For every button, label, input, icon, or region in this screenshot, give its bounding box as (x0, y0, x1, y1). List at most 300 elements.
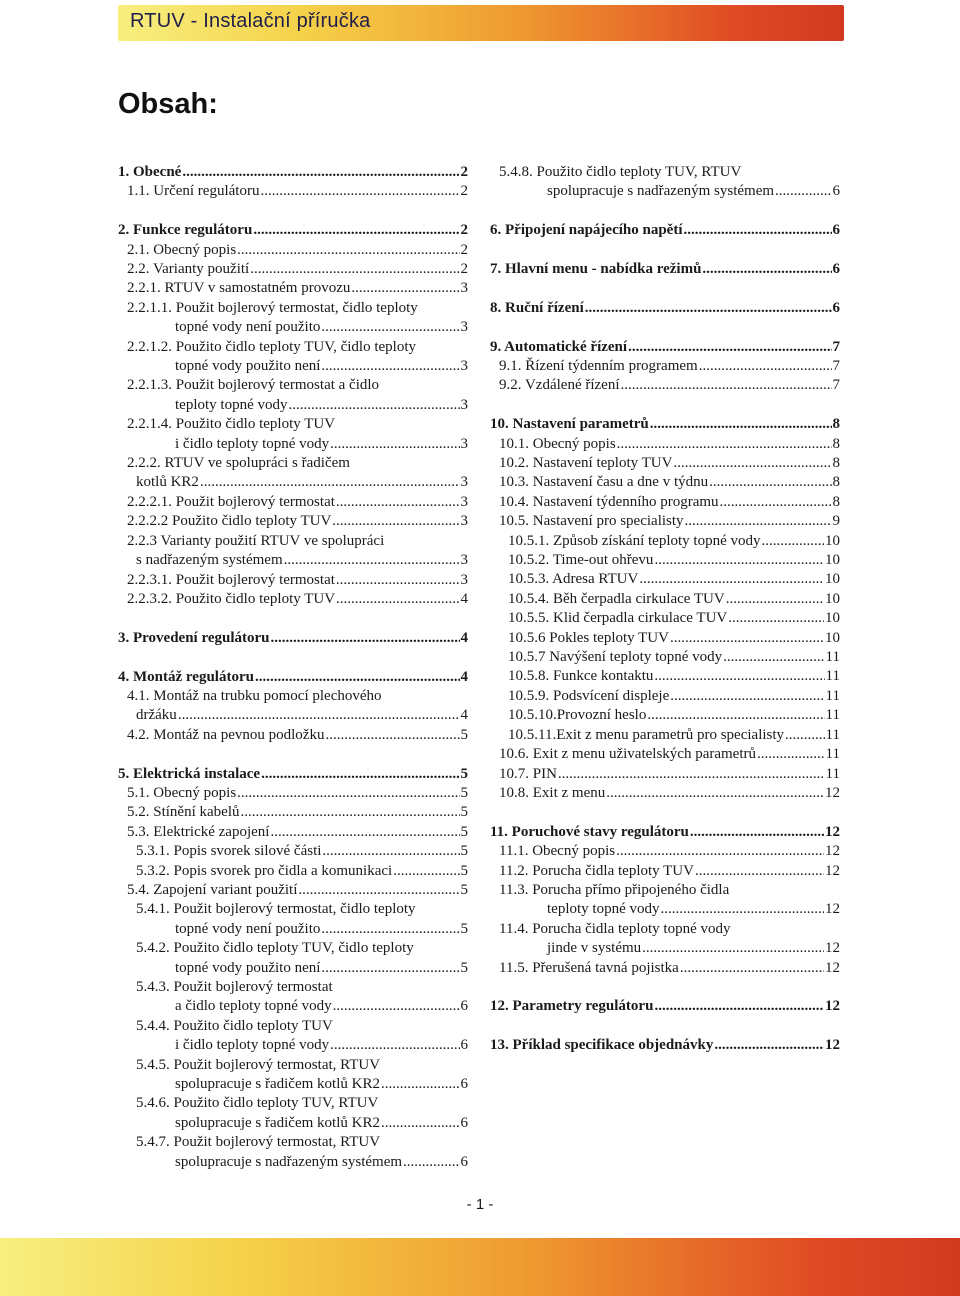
toc-page-number: 7 (832, 377, 840, 394)
toc-leader-dots (381, 1114, 460, 1133)
toc-entry[interactable] (118, 279, 468, 298)
toc-entry-continuation (118, 1075, 468, 1094)
toc-entry-label: 10.5.5. Klid čerpadla cirkulace TUV (508, 610, 728, 627)
toc-entry-label: 11.4. Porucha čidla teploty topné vody (499, 920, 731, 937)
toc-page-number: 10 (825, 571, 840, 588)
toc-page-number: 6 (832, 299, 840, 316)
toc-entry-label: 2.2.2. RTUV ve spolupráci s řadičem (127, 455, 350, 472)
toc-leader-dots (699, 357, 832, 376)
toc-entry[interactable] (118, 939, 468, 978)
toc-leader-dots (403, 1153, 459, 1172)
toc-entry[interactable] (118, 415, 468, 454)
toc-page-number: 3 (460, 280, 468, 297)
toc-entry-label: 2.1. Obecný popis (127, 241, 237, 258)
toc-spacer (490, 318, 840, 337)
toc-page-number: 2 (460, 183, 468, 200)
toc-page-number: 10 (825, 610, 840, 627)
toc-entry-label: 2.2.2.2 Použito čidlo teploty TUV (127, 513, 332, 530)
toc-page-number: 12 (825, 998, 840, 1015)
toc-page-number: 9 (832, 513, 840, 530)
toc-entry-label: 2. Funkce regulátoru (118, 222, 253, 239)
toc-entry-label: 10.5.3. Adresa RTUV (508, 571, 639, 588)
toc-entry[interactable] (490, 784, 840, 803)
toc-entry-label-continued: topné vody není použito (175, 920, 321, 937)
toc-entry-continuation (118, 473, 468, 492)
toc-entry-label: 2.2.1.1. Použit bojlerový termostat, čidlo teploty (127, 299, 418, 316)
toc-leader-dots (393, 862, 459, 881)
toc-entry-label: 10.4. Nastavení týdenního programu (499, 493, 719, 510)
toc-page-number: 5 (460, 881, 468, 898)
toc-leader-dots (330, 1036, 459, 1055)
toc-entry[interactable] (118, 221, 468, 240)
toc-entry-label: 9.2. Vzdálené řízení (499, 377, 620, 394)
toc-leader-dots (661, 900, 825, 919)
toc-entry-label: 2.2.3 Varianty použití RTUV ve spolupráci (127, 532, 385, 549)
toc-entry[interactable] (118, 881, 468, 900)
toc-entry-label: 10.5.6 Pokles teploty TUV (508, 629, 669, 646)
toc-page-number: 5 (460, 823, 468, 840)
toc-page-number: 12 (825, 940, 840, 957)
toc-page-number: 6 (460, 998, 468, 1015)
toc-leader-dots (336, 571, 460, 590)
toc-entry-label: 11.3. Porucha přímo připojeného čidla (499, 881, 730, 898)
toc-spacer (490, 396, 840, 415)
toc-leader-dots (654, 997, 824, 1016)
toc-page-number: 8 (832, 416, 840, 433)
toc-leader-dots (670, 687, 824, 706)
toc-entry-continuation (118, 396, 468, 415)
toc-entry-label: 7. Hlavní menu - nabídka režimů (490, 261, 702, 277)
toc-page-number: 10 (825, 590, 840, 607)
toc-entry-label: 3. Provedení regulátoru (118, 629, 270, 646)
toc-entry-continuation (490, 182, 840, 201)
toc-entry-label: 2.2.2.1. Použit bojlerový termostat (127, 493, 335, 510)
toc-leader-dots (684, 221, 832, 240)
toc-page-number: 3 (460, 396, 468, 413)
toc-entry-label: 8. Ruční řízení (490, 299, 584, 316)
toc-entry[interactable] (118, 629, 468, 648)
toc-leader-dots (333, 997, 460, 1016)
toc-page-number: 8 (832, 493, 840, 510)
toc-entry[interactable] (118, 163, 468, 182)
toc-entry-label: 10.1. Obecný popis (499, 435, 616, 452)
toc-page-number: 7 (832, 338, 840, 355)
toc-page-number: 3 (460, 493, 468, 510)
toc-page-number: 11 (825, 649, 840, 666)
toc-entry[interactable] (490, 1036, 840, 1055)
toc-entry[interactable] (490, 648, 840, 667)
toc-entry[interactable] (118, 823, 468, 842)
toc-page-number: 3 (460, 435, 468, 452)
toc-entry[interactable] (118, 900, 468, 939)
toc-entry[interactable] (118, 571, 468, 590)
toc-leader-dots (284, 551, 460, 570)
toc-entry-continuation (118, 959, 468, 978)
toc-page-number: 2 (460, 241, 468, 258)
toc-entry-label: 5.4.6. Použito čidlo teploty TUV, RTUV (136, 1095, 379, 1112)
toc-entry-continuation (118, 706, 468, 725)
toc-leader-dots (381, 1075, 460, 1094)
toc-entry-label: 10.5.2. Time-out ohřevu (508, 552, 654, 569)
toc-entry[interactable] (490, 493, 840, 512)
toc-leader-dots (728, 609, 824, 628)
toc-entry-label: 10.5.4. Běh čerpadla cirkulace TUV (508, 590, 725, 607)
toc-leader-dots (650, 415, 832, 434)
toc-entry-continuation (118, 551, 468, 570)
toc-leader-dots (642, 939, 824, 958)
toc-entry-label: 11.5. Přerušená tavná pojistka (499, 959, 679, 976)
toc-page-number: 3 (460, 358, 468, 375)
toc-entry[interactable] (490, 726, 840, 745)
toc-spacer (490, 279, 840, 298)
toc-entry-label: 10.5.11.Exit z menu parametrů pro specialisty (508, 726, 785, 743)
toc-page-number: 3 (460, 571, 468, 588)
toc-entry-label: 13. Příklad specifikace objednávky (490, 1037, 714, 1054)
toc-entry-label: 2.2.1. RTUV v samostatném provozu (127, 280, 351, 297)
toc-page-number: 12 (825, 901, 840, 918)
toc-right-column (490, 163, 840, 1056)
toc-page-number: 5 (460, 804, 468, 821)
toc-entry-continuation (490, 900, 840, 919)
toc-spacer (118, 745, 468, 764)
toc-entry-label-continued: topné vody použito není (175, 959, 321, 976)
toc-leader-dots (321, 357, 459, 376)
toc-entry-label-continued: a čidlo teploty topné vody (175, 998, 332, 1015)
toc-entry-label-continued: topné vody není použito (175, 319, 321, 336)
toc-page-number: 5 (460, 726, 468, 743)
toc-leader-dots (298, 881, 459, 900)
toc-page-number: 5 (460, 862, 468, 879)
toc-leader-dots (673, 454, 831, 473)
toc-entry[interactable] (118, 687, 468, 726)
toc-entry[interactable] (490, 765, 840, 784)
toc-entry[interactable] (490, 357, 840, 376)
toc-entry[interactable] (490, 609, 840, 628)
toc-entry-label: 5. Elektrická instalace (118, 765, 261, 782)
toc-entry[interactable] (118, 803, 468, 822)
toc-leader-dots (585, 299, 832, 318)
toc-leader-dots (237, 241, 459, 260)
toc-entry-label: 9.1. Řízení týdenním programem (499, 358, 698, 374)
toc-page-number: 6 (460, 1114, 468, 1131)
toc-page-number: 8 (832, 474, 840, 491)
toc-entry-label: 2.2.1.4. Použito čidlo teploty TUV (127, 416, 336, 433)
toc-page-number: 4 (460, 707, 468, 724)
toc-leader-dots (250, 260, 459, 279)
toc-entry[interactable] (490, 823, 840, 842)
toc-entry-label-continued: jinde v systému (547, 940, 642, 957)
toc-leader-dots (182, 163, 459, 182)
toc-leader-dots (336, 590, 459, 609)
toc-leader-dots (617, 435, 832, 454)
toc-leader-dots (775, 182, 831, 201)
toc-entry[interactable] (490, 862, 840, 881)
toc-entry-label: 4.2. Montáž na pevnou podložku (127, 726, 325, 743)
toc-entry[interactable] (118, 182, 468, 201)
toc-leader-dots (351, 279, 459, 298)
toc-leader-dots (639, 570, 824, 589)
toc-entry-label: 12. Parametry regulátoru (490, 998, 654, 1015)
toc-entry-continuation (118, 435, 468, 454)
toc-entry[interactable] (490, 745, 840, 764)
toc-entry-label: 10.5. Nastavení pro specialisty (499, 513, 684, 530)
toc-page-number: 3 (460, 513, 468, 530)
toc-leader-dots (670, 629, 824, 648)
toc-entry[interactable] (118, 590, 468, 609)
toc-entry[interactable] (118, 1094, 468, 1133)
toc-leader-dots (757, 745, 825, 764)
toc-entry-label: 10.5.7 Navýšení teploty topné vody (508, 649, 723, 666)
toc-entry-label: 5.4.7. Použit bojlerový termostat, RTUV (136, 1134, 381, 1151)
toc-page-number: 3 (460, 319, 468, 336)
toc-entry[interactable] (118, 241, 468, 260)
toc-entry-label: 10.6. Exit z menu uživatelských parametrů (499, 746, 756, 763)
toc-entry-continuation (118, 997, 468, 1016)
toc-leader-dots (289, 396, 460, 415)
toc-page-number: 10 (825, 552, 840, 569)
toc-page-number: 3 (460, 474, 468, 491)
toc-entry[interactable] (490, 454, 840, 473)
toc-entry-label: 2.2.1.2. Použito čidlo teploty TUV, čidlo teploty (127, 338, 417, 355)
toc-entry[interactable] (490, 473, 840, 492)
toc-entry[interactable] (118, 299, 468, 338)
toc-page-number: 10 (825, 629, 840, 646)
toc-page-number: 4 (460, 629, 468, 646)
toc-entry-label-continued: s nadřazeným systémem (136, 552, 283, 569)
toc-entry[interactable] (490, 881, 840, 920)
toc-entry-label: 9. Automatické řízení (490, 338, 628, 355)
toc-leader-dots (785, 726, 825, 745)
toc-entry[interactable] (490, 706, 840, 725)
toc-entry[interactable] (490, 512, 840, 531)
toc-entry-label: 5.1. Obecný popis (127, 784, 237, 801)
toc-entry[interactable] (118, 784, 468, 803)
toc-entry[interactable] (490, 590, 840, 609)
toc-leader-dots (695, 862, 824, 881)
toc-entry-label: 4. Montáž regulátoru (118, 668, 254, 685)
toc-entry-label: 5.3.2. Popis svorek pro čidla a komunikaci (136, 862, 393, 879)
toc-entry-label: 5.4. Zapojení variant použití (127, 881, 298, 898)
toc-entry[interactable] (490, 221, 840, 240)
toc-entry-label: 1.1. Určení regulátoru (127, 183, 260, 200)
toc-entry[interactable] (118, 842, 468, 861)
toc-leader-dots (606, 784, 824, 803)
toc-entry-label: 10.7. PIN (499, 765, 557, 782)
toc-spacer (118, 609, 468, 628)
toc-entry[interactable] (490, 260, 840, 279)
toc-leader-dots (321, 920, 459, 939)
toc-entry-label-continued: topné vody použito není (175, 358, 321, 375)
toc-entry[interactable] (490, 532, 840, 551)
toc-page-number: 6 (460, 1153, 468, 1170)
toc-entry[interactable] (118, 978, 468, 1017)
toc-entry-label: 11. Poruchové stavy regulátoru (490, 823, 689, 840)
toc-entry-label: 10.5.1. Způsob získání teploty topné vody (508, 532, 761, 549)
toc-leader-dots (321, 318, 459, 337)
toc-entry[interactable] (118, 532, 468, 571)
toc-page-number: 4 (460, 590, 468, 607)
toc-entry[interactable] (118, 726, 468, 745)
toc-entry[interactable] (490, 163, 840, 202)
toc-leader-dots (336, 493, 460, 512)
toc-entry-label: 10.3. Nastavení času a dne v týdnu (499, 474, 709, 491)
toc-leader-dots (330, 435, 459, 454)
toc-entry-label-continued: i čidlo teploty topné vody (175, 1037, 330, 1054)
toc-entry-label: 10.5.10.Provozní heslo (508, 707, 647, 724)
toc-entry-label: 5.4.5. Použit bojlerový termostat, RTUV (136, 1056, 381, 1073)
toc-entry[interactable] (490, 667, 840, 686)
toc-page-number: 11 (825, 668, 840, 685)
toc-entry-continuation (118, 1114, 468, 1133)
toc-entry-continuation (490, 939, 840, 958)
toc-entry[interactable] (490, 687, 840, 706)
document-title: RTUV - Instalační příručka (130, 10, 371, 32)
toc-leader-dots (654, 551, 824, 570)
toc-leader-dots (690, 823, 824, 842)
toc-entry[interactable] (118, 1133, 468, 1172)
toc-page-number: 6 (832, 261, 840, 277)
toc-entry-label: 10.5.9. Podsvícení displeje (508, 687, 670, 704)
toc-entry-label: 6. Připojení napájecího napětí (490, 222, 683, 239)
toc-spacer (118, 648, 468, 667)
toc-page-number: 11 (825, 726, 840, 743)
toc-entry-label: 5.4.1. Použit bojlerový termostat, čidlo teploty (136, 901, 416, 918)
toc-leader-dots (726, 590, 824, 609)
toc-page-number: 5 (460, 920, 468, 937)
toc-entry[interactable] (118, 512, 468, 531)
toc-entry-label: 5.4.4. Použito čidlo teploty TUV (136, 1017, 333, 1034)
toc-spacer (490, 803, 840, 822)
toc-entry-label: 1. Obecné (118, 164, 182, 180)
toc-page-number: 2 (460, 261, 468, 278)
toc-entry[interactable] (490, 570, 840, 589)
toc-entry-label: 5.3.1. Popis svorek silové části (136, 843, 322, 860)
toc-leader-dots (714, 1036, 824, 1055)
toc-page-number: 8 (832, 435, 840, 452)
page-number: - 1 - (466, 1196, 494, 1213)
toc-entry[interactable] (490, 376, 840, 395)
toc-entry-label: 10.5.8. Funkce kontaktu (508, 668, 654, 685)
toc-entry-label-continued: držáku (136, 707, 177, 724)
toc-leader-dots (200, 473, 460, 492)
toc-entry-label-continued: teploty topné vody (547, 901, 660, 918)
toc-leader-dots (654, 667, 824, 686)
toc-entry[interactable] (490, 415, 840, 434)
toc-leader-dots (616, 842, 824, 861)
toc-entry-label: 10. Nastavení parametrů (490, 416, 649, 433)
toc-page-number: 6 (460, 1076, 468, 1093)
toc-entry-label: 5.3. Elektrické zapojení (127, 823, 270, 840)
toc-leader-dots (260, 182, 459, 201)
toc-entry[interactable] (490, 299, 840, 318)
toc-leader-dots (321, 959, 459, 978)
toc-entry-label: 11.1. Obecný popis (499, 843, 616, 860)
toc-entry[interactable] (490, 551, 840, 570)
toc-page-number: 5 (460, 843, 468, 860)
toc-page-number: 5 (460, 959, 468, 976)
toc-spacer (118, 202, 468, 221)
toc-left-column (118, 163, 468, 1172)
toc-entry-label: 4.1. Montáž na trubku pomocí plechového (127, 687, 382, 704)
toc-leader-dots (761, 532, 824, 551)
toc-entry[interactable] (490, 435, 840, 454)
toc-page-number: 11 (825, 707, 840, 724)
toc-leader-dots (720, 493, 832, 512)
toc-page-number: 6 (832, 222, 840, 239)
footer-bar (0, 1238, 960, 1296)
toc-entry[interactable] (118, 338, 468, 377)
toc-page-number: 12 (825, 959, 840, 976)
toc-leader-dots (253, 221, 459, 240)
toc-entry[interactable] (118, 1056, 468, 1095)
toc-leader-dots (241, 803, 460, 822)
toc-entry-label-continued: i čidlo teploty topné vody (175, 435, 330, 452)
toc-entry-label: 2.2.1.3. Použit bojlerový termostat a čidlo (127, 377, 380, 394)
toc-page-number: 6 (832, 183, 840, 200)
toc-entry[interactable] (118, 1017, 468, 1056)
toc-entry[interactable] (118, 862, 468, 881)
toc-entry-label-continued: spolupracuje s řadičem kotlů KR2 (175, 1114, 380, 1131)
header-bar (118, 5, 844, 41)
toc-entry[interactable] (118, 376, 468, 415)
toc-spacer (490, 241, 840, 260)
toc-page-number: 4 (460, 668, 468, 685)
toc-entry-label: 2.2. Varianty použití (127, 261, 250, 278)
toc-leader-dots (261, 765, 459, 784)
toc-leader-dots (325, 726, 459, 745)
toc-entry[interactable] (118, 454, 468, 493)
toc-leader-dots (332, 512, 459, 531)
toc-entry-label: 5.4.3. Použit bojlerový termostat (136, 979, 333, 995)
toc-entry-label-continued: spolupracuje s nadřazeným systémem (547, 183, 775, 200)
toc-entry[interactable] (490, 338, 840, 357)
toc-entry[interactable] (490, 629, 840, 648)
toc-page-number: 12 (825, 823, 840, 840)
toc-entry[interactable] (118, 668, 468, 687)
toc-leader-dots (628, 338, 831, 357)
toc-page-number: 12 (825, 784, 840, 801)
toc-entry[interactable] (490, 842, 840, 861)
toc-entry-label: 5.4.2. Použito čidlo teploty TUV, čidlo teploty (136, 940, 414, 957)
toc-page-number: 5 (460, 784, 468, 801)
toc-page-number: 2 (460, 164, 468, 180)
toc-entry-label-continued: kotlů KR2 (136, 474, 199, 491)
toc-page-number: 2 (460, 222, 468, 239)
toc-entry-label: 2.2.3.1. Použit bojlerový termostat (127, 571, 335, 588)
toc-entry[interactable] (490, 920, 840, 959)
toc-entry-continuation (118, 318, 468, 337)
page-title: Obsah: (118, 88, 218, 120)
toc-leader-dots (178, 706, 460, 725)
toc-entry-label-continued: spolupracuje s nadřazeným systémem (175, 1153, 403, 1170)
toc-page-number: 5 (460, 765, 468, 782)
toc-page-number: 11 (825, 687, 840, 704)
toc-entry[interactable] (490, 959, 840, 978)
toc-entry-continuation (118, 920, 468, 939)
toc-entry[interactable] (118, 493, 468, 512)
toc-leader-dots (723, 648, 824, 667)
toc-leader-dots (621, 376, 832, 395)
toc-entry[interactable] (118, 765, 468, 784)
toc-entry[interactable] (118, 260, 468, 279)
toc-entry[interactable] (490, 997, 840, 1016)
toc-spacer (490, 202, 840, 221)
toc-entry-label: 11.2. Porucha čidla teploty TUV (499, 862, 694, 879)
toc-page-number: 11 (825, 765, 840, 782)
toc-leader-dots (558, 765, 825, 784)
toc-leader-dots (702, 260, 831, 279)
toc-leader-dots (685, 512, 832, 531)
